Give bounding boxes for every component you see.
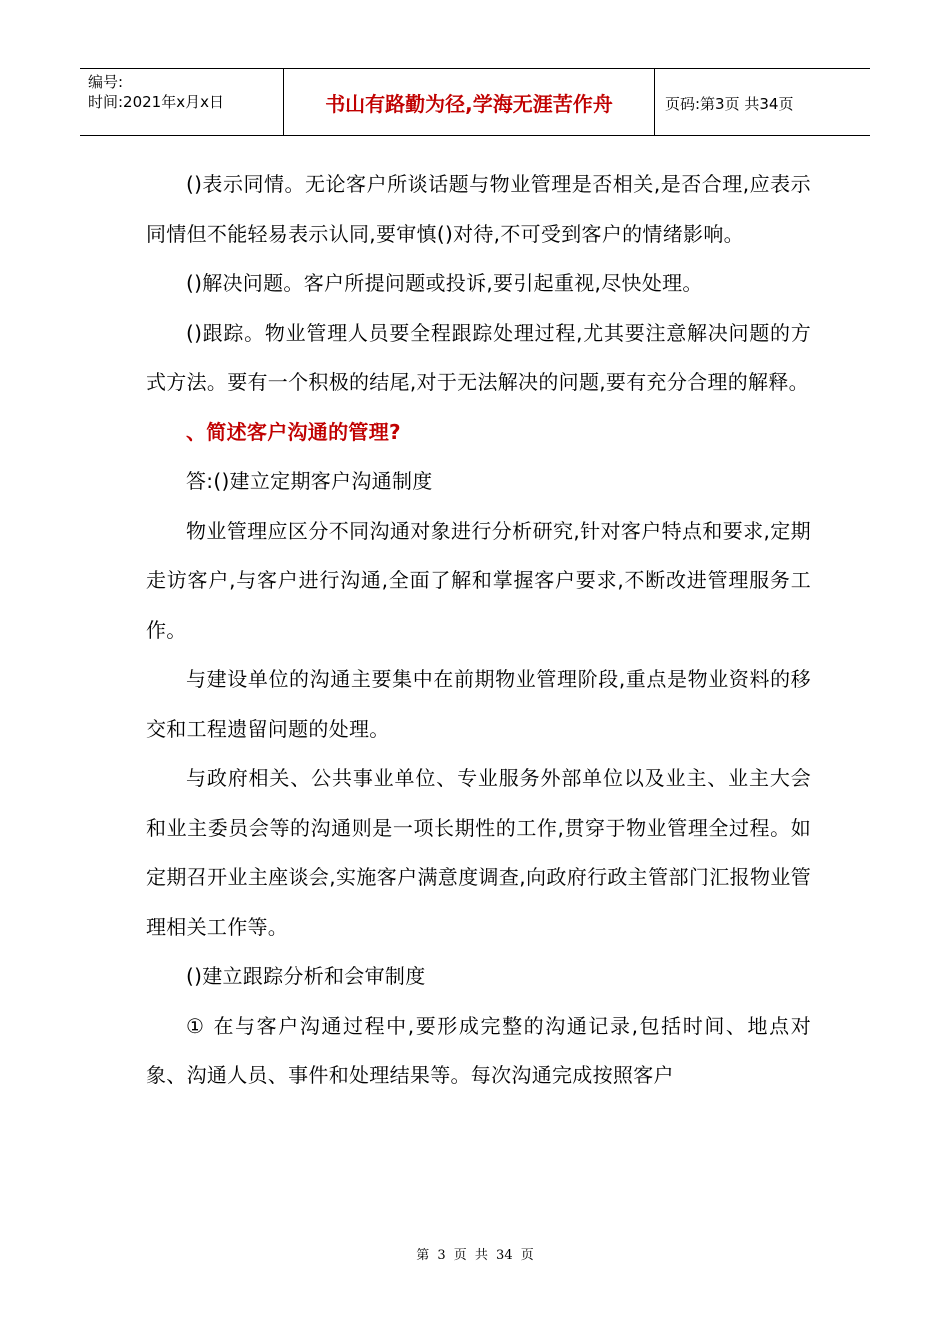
paragraph-solve-problem: ()解决问题。客户所提问题或投诉,要引起重视,尽快处理。 xyxy=(186,271,703,295)
header-page-number: 页码:第3页 共34页 xyxy=(665,95,794,113)
header-motto: 书山有路勤为径,学海无涯苦作舟 xyxy=(325,92,613,116)
paragraph-developer-communication: 与建设单位的沟通主要集中在前期物业管理阶段,重点是物业资料的移交和工程遗留问题的处理。 xyxy=(146,667,811,741)
paragraph-communication-record: ① 在与客户沟通过程中,要形成完整的沟通记录,包括时间、地点对象、沟通人员、事件和处理结果等。每次沟通完成按照客户 xyxy=(146,1013,811,1087)
header-meta-cell xyxy=(80,69,283,135)
answer-intro: 答:()建立定期客户沟通制度 xyxy=(186,469,433,493)
paragraph-government-communication: 与政府相关、公共事业单位、专业服务外部单位以及业主、业主大会和业主委员会等的沟通则是一项长期性的工作,贯穿于物业管理全过程。如定期召开业主座谈会,实施客户满意度调查,向政府行政主管部门汇报物业管理相关工作等。 xyxy=(146,766,811,939)
header-motto-cell xyxy=(283,69,655,135)
paragraph-tracking-system: ()建立跟踪分析和会审制度 xyxy=(186,964,426,988)
document-date-label: 时间:2021年x月x日 xyxy=(88,93,224,111)
question-heading: 、简述客户沟通的管理? xyxy=(186,419,401,444)
page-header xyxy=(80,68,870,136)
paragraph-client-analysis: 物业管理应区分不同沟通对象进行分析研究,针对客户特点和要求,定期走访客户,与客户进行沟通,全面了解和掌握客户要求,不断改进管理服务工作。 xyxy=(146,518,811,642)
page-footer: 第 3 页 共 34 页 xyxy=(416,1248,534,1263)
header-page-cell xyxy=(655,69,870,135)
paragraph-follow-up: ()跟踪。物业管理人员要全程跟踪处理过程,尤其要注意解决问题的方式方法。要有一个积极的结尾,对于无法解决的问题,要有充分合理的解释。 xyxy=(146,320,811,394)
document-body xyxy=(146,160,811,1101)
document-number-label: 编号: xyxy=(88,73,124,91)
paragraph-sympathy: ()表示同情。无论客户所谈话题与物业管理是否相关,是否合理,应表示同情但不能轻易表示认同,要审慎()对待,不可受到客户的情绪影响。 xyxy=(146,172,811,246)
